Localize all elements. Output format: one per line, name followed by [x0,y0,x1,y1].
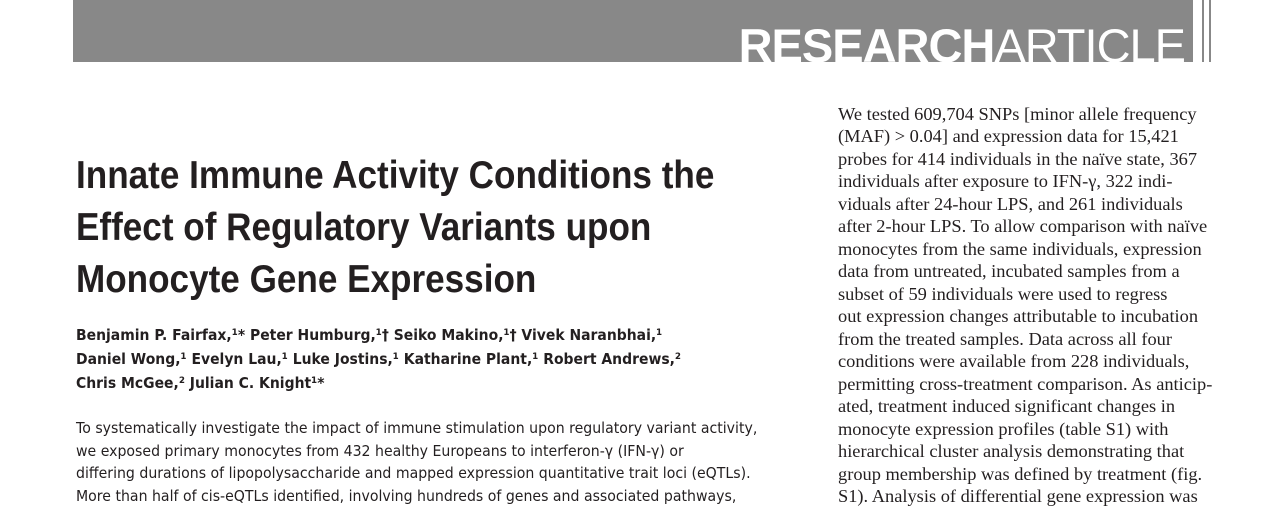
body-line: monocyte expression profiles (table S1) with [838,418,1169,439]
body-line: ated, treatment induced significant changes in [838,396,1176,417]
body-line: probes for 414 individuals in the naïve state, 367 [838,148,1198,169]
title-line: Innate Immune Activity Conditions the [76,154,715,197]
abstract [76,417,768,508]
body-line: individuals after exposure to IFN-γ, 322 indi- [838,171,1173,192]
author-line: Daniel Wong,¹ Evelyn Lau,¹ Luke Jostins,¹ Katharine Plant,¹ Robert Andrews,² [76,350,682,368]
body-text-column [838,103,1213,507]
body-line: subset of 59 individuals were used to regress [838,283,1168,304]
body-line: conditions were available from 228 individuals, [838,351,1190,372]
body-line: monocytes from the same individuals, expression [838,238,1202,259]
body-line: data from untreated, incubated samples from a [838,261,1180,282]
body-line: (MAF) > 0.04] and expression data for 15,421 [838,126,1179,147]
body-line: We tested 609,704 SNPs [minor allele frequency [838,104,1197,124]
body-line: viduals after 24-hour LPS, and 261 individuals [838,193,1183,214]
body-line: from the treated samples. Data across all four [838,328,1172,349]
body-line: S1). Analysis of differential gene expression was [838,485,1198,506]
author-line: Benjamin P. Fairfax,¹* Peter Humburg,¹† Seiko Makino,¹† Vivek Naranbhai,¹ [76,326,663,344]
author-line: Chris McGee,² Julian C. Knight¹* [76,374,325,392]
banner-divider-rule [1209,0,1211,62]
abstract-line: differing durations of lipopolysaccharide and mapped expression quantitative trait loci (eQTLs). [76,464,751,483]
section-label-bold: RESEARCH [738,19,995,62]
body-line: out expression changes attributable to incubation [838,306,1199,327]
banner-divider-rule [1202,0,1204,62]
body-line: hierarchical cluster analysis demonstrating that [838,441,1185,462]
body-line: permitting cross-treatment comparison. As anticip- [838,373,1213,394]
body-line: group membership was defined by treatment (fig. [838,463,1203,484]
body-line: after 2-hour LPS. To allow comparison with naïve [838,216,1208,237]
author-list [76,323,706,395]
title-line: Effect of Regulatory Variants upon [76,206,652,249]
section-banner [73,0,1193,62]
abstract-line: More than half of cis-eQTLs identified, involving hundreds of genes and associated pathways, [76,487,737,506]
abstract-line: we exposed primary monocytes from 432 healthy Europeans to interferon-γ (IFN-γ) or [76,441,684,460]
section-label [739,20,1185,62]
section-label-light: ARTICLE [994,19,1185,62]
abstract-line: To systematically investigate the impact of immune stimulation upon regulatory variant activity, [76,419,758,437]
title-line: Monocyte Gene Expression [76,258,537,301]
article-title [76,150,751,306]
